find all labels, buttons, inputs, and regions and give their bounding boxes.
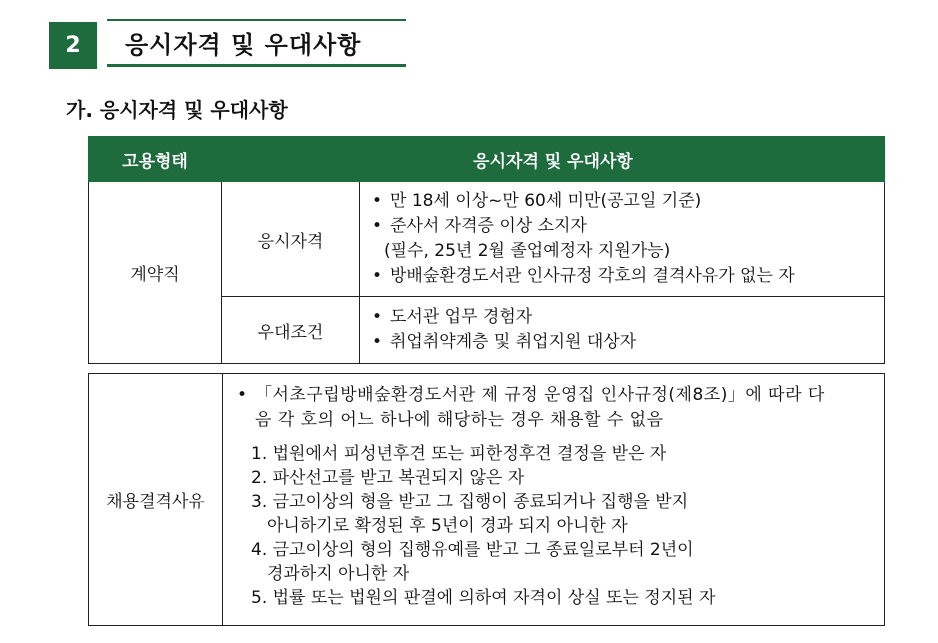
preference-content — [360, 297, 885, 364]
lead-line-1: • 「서초구립방배숲환경도서관 제 규정 운영집 인사규정(제8조)」에 따라 다 — [255, 385, 825, 405]
section-title-bar — [107, 19, 406, 67]
table-row — [89, 182, 885, 297]
table-header-row — [89, 137, 885, 182]
qualification-note: (필수, 25년 2월 졸업예정자 지원가능) — [384, 241, 671, 261]
disqualification-lead — [235, 383, 870, 433]
list-item: 2. 파산선고를 받고 복권되지 않은 자 — [251, 468, 525, 488]
list-item: • 만 18세 이상~만 60세 미만(공고일 기준) — [370, 189, 884, 214]
lead-line-2: 음 각 호의 어느 하나에 해당하는 경우 채용할 수 없음 — [255, 410, 664, 430]
qualification-content — [360, 182, 885, 297]
section-number-badge: 2 — [49, 22, 97, 69]
header-employment-type: 고용형태 — [89, 137, 222, 182]
subsection-title: 가. 응시자격 및 우대사항 — [66, 98, 288, 122]
disqualification-label: 채용결격사유 — [89, 374, 223, 625]
list-item: • 방배숲환경도서관 인사규정 각호의 결격사유가 없는 자 — [370, 264, 884, 289]
list-item: 5. 법률 또는 법원의 판결에 의하여 자격이 상실 또는 정지된 자 — [251, 588, 716, 608]
disqualification-list — [235, 442, 870, 610]
list-item: • 준사서 자격증 이상 소지자 — [370, 214, 884, 239]
disqualification-box — [88, 373, 885, 626]
employment-type-cell: 계약직 — [89, 182, 222, 364]
disqualification-content — [223, 374, 884, 625]
qualification-table — [88, 136, 885, 364]
row-label-preference: 우대조건 — [222, 297, 360, 364]
header-qualifications: 응시자격 및 우대사항 — [222, 137, 885, 182]
list-item: 4. 금고이상의 형의 집행유예를 받고 그 종료일로부터 2년이 경과하지 아니한 자 — [251, 540, 694, 584]
list-item: 3. 금고이상의 형을 받고 그 집행이 종료되거나 집행을 받지 아니하기로 확정된 후 5년이 경과 되지 아니한 자 — [251, 492, 689, 536]
list-item: 1. 법원에서 피성년후견 또는 피한정후견 결정을 받은 자 — [251, 444, 667, 464]
list-item: • 취업취약계층 및 취업지원 대상자 — [370, 330, 884, 355]
row-label-qualification: 응시자격 — [222, 182, 360, 297]
section-title: 응시자격 및 우대사항 — [125, 31, 362, 59]
list-item: • 도서관 업무 경험자 — [370, 305, 884, 330]
